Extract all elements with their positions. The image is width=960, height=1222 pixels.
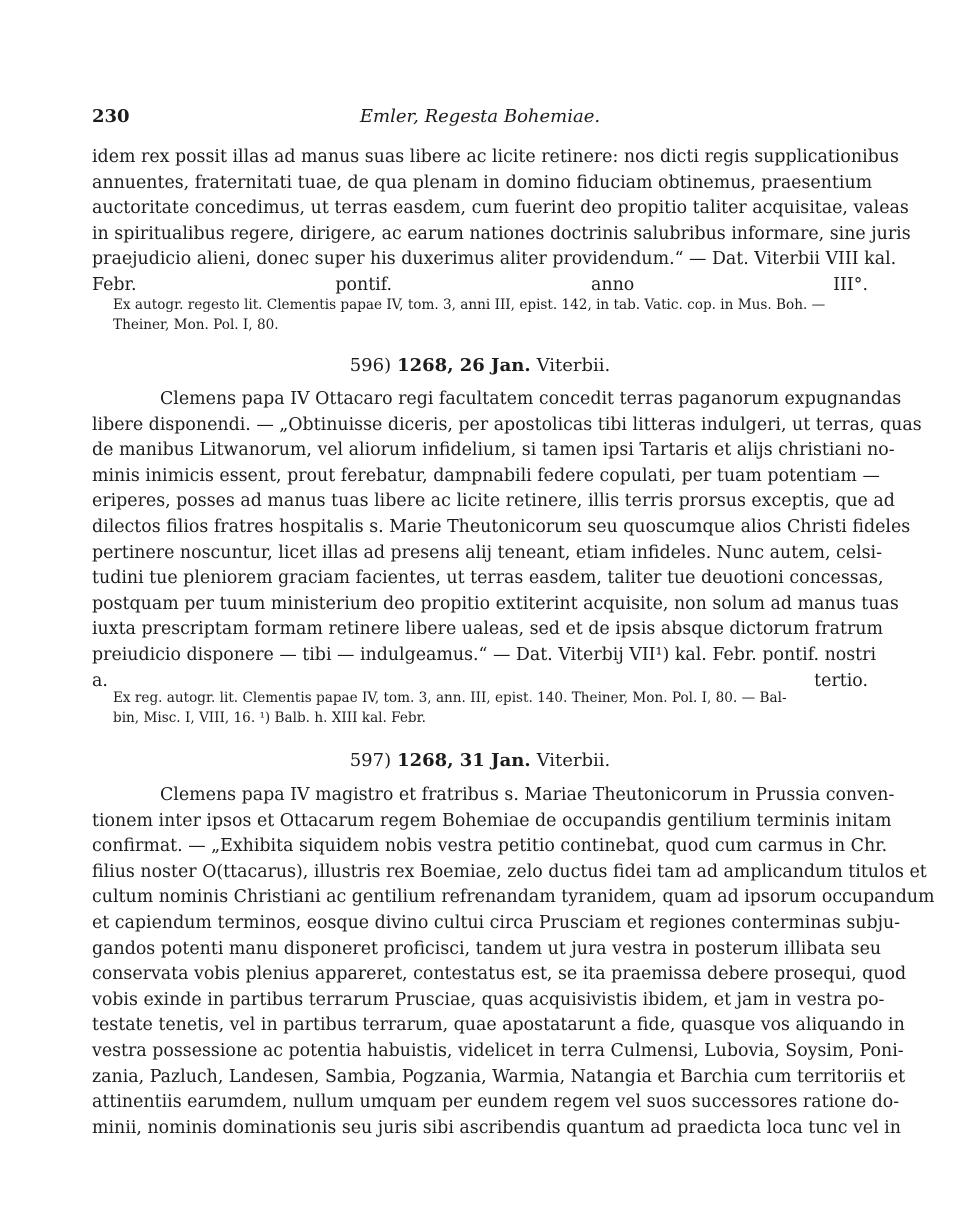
text-line: postquam per tuum ministerium deo propitio extiterint acquisite, non solum ad manus tuas: [92, 593, 899, 614]
text-line: tudini tue pleniorem graciam facientes, ut terras easdem, taliter tue deuotioni concessas,: [92, 568, 884, 589]
text-line: attinentiis earumdem, nullum umquam per eundem regem vel suos successores ratione do-: [92, 1092, 900, 1113]
entry-597-heading: [92, 750, 868, 771]
text-line: Clemens papa IV magistro et fratribus s. Mariae Theutonicorum in Prussia conven-: [160, 785, 895, 805]
text-line: libere disponendi. — „Obtinuisse diceris, per apostolicas tibi litteras indulgeri, ut terras, quas: [92, 414, 922, 435]
entry-596-body: [92, 387, 922, 694]
entry-place: Viterbii.: [536, 355, 611, 376]
text-line: gandos potenti manu disponeret proficisci, tandem ut jura vestra in posterum illibata seu: [92, 938, 882, 959]
text-line: et capiendum terminos, eosque divino cultui circa Prusciam et regiones conterminas subju-: [92, 912, 901, 933]
text-line: auctoritate concedimus, ut terras easdem, cum fuerint deo propitio taliter acquisitae, valeas: [92, 198, 909, 219]
text-line: preiudicio disponere — tibi — indulgeamus.“ — Dat. Viterbij VII¹) kal. Febr. pontif. nostri: [92, 644, 877, 665]
running-title: Emler, Regesta Bohemiae.: [359, 106, 601, 127]
text-line: a. tertio.: [92, 670, 868, 691]
continuation-text: [92, 145, 911, 299]
entry-number: 596): [349, 355, 392, 376]
note-line: Theiner, Mon. Pol. I, 80.: [113, 317, 279, 333]
page-number: 230: [92, 106, 130, 127]
text-line: minii, nominis dominationis seu juris sibi ascribendis quantum ad praedicta loca tunc vel in: [92, 1117, 901, 1138]
text-line: Febr. pontif. anno III°.: [92, 274, 868, 295]
note-line: bin, Misc. I, VIII, 16. ¹) Balb. h. XIII kal. Febr.: [113, 710, 426, 726]
entry-597-paragraph: [92, 783, 935, 1141]
text-line: annuentes, fraternitati tuae, de qua plenam in domino fiduciam obtinemus, praesentium: [92, 172, 873, 193]
text-line: minis inimicis essent, prout ferebatur, dampnabili federe copulati, per tuam potentiam —: [92, 465, 880, 486]
source-note: [113, 295, 889, 335]
text-line: iuxta prescriptam formam retinere libere ualeas, sed et de ipsis absque dictorum fratrum: [92, 619, 883, 640]
text-line: Clemens papa IV Ottacaro regi facultatem concedit terras paganorum expugnandas: [160, 389, 902, 409]
text-line: filius noster O(ttacarus), illustris rex Boemiae, zelo ductus fidei tam ad amplicandum titulos et: [92, 861, 927, 882]
continuation-paragraph: [92, 145, 911, 299]
text-line: conservata vobis plenius appareret, contestatus est, se ita praemissa debere prosequi, quod: [92, 964, 907, 985]
text-line: testate tenetis, vel in partibus terrarum, quae apostatarunt a fide, quasque vos aliquando in: [92, 1015, 905, 1036]
entry-596-footnote: [92, 688, 889, 728]
text-line: eriperes, posses ad manus tuas libere ac licite retinere, illis terris prorsus exceptis, que ad: [92, 491, 895, 512]
text-line: idem rex possit illas ad manus suas libere ac licite retinere: nos dicti regis supplicationibus: [92, 147, 899, 167]
text-line: tionem inter ipsos et Ottacarum regem Bohemiae de occupandis gentilium terminis initam: [92, 810, 892, 831]
text-line: de manibus Litwanorum, vel aliorum infidelium, si tamen ipsi Tartaris et alijs christiani no-: [92, 440, 895, 461]
entry-597-body: [92, 783, 935, 1141]
entry-596-paragraph: [92, 387, 922, 694]
text-line: cultum nominis Christiani ac gentilium refrenandam tyranidem, quam ad ipsorum occupandum: [92, 887, 935, 908]
entry-date: 1268, 26 Jan.: [397, 355, 531, 376]
text-line: zania, Pazluch, Landesen, Sambia, Pogzania, Warmia, Natangia et Barchia cum territoriis et: [92, 1066, 906, 1087]
entry-596-heading: [92, 355, 868, 376]
continuation-footnote: [92, 295, 889, 335]
entry-number: 597): [349, 750, 392, 771]
text-line: pertinere noscuntur, licet illas ad presens alij teneant, etiam infideles. Nunc autem, celsi-: [92, 542, 882, 563]
page-header: [92, 106, 868, 132]
text-line: confirmat. — „Exhibita siquidem nobis vestra petitio continebat, quod cum carmus in Chr.: [92, 836, 888, 857]
text-line: vobis exinde in partibus terrarum Prusciae, quas acquisivistis ibidem, et jam in vestra po-: [92, 989, 885, 1010]
text-line: in spiritualibus regere, dirigere, ac earum nationes doctrinis salubribus informare, sine juris: [92, 223, 911, 244]
text-line: praejudicio alieni, donec super his duxerimus aliter providendum.“ — Dat. Viterbii VIII kal.: [92, 249, 897, 270]
entry-place: Viterbii.: [536, 750, 611, 771]
note-line: Ex autogr. regesto lit. Clementis papae IV, tom. 3, anni III, epist. 142, in tab. Vatic. cop. in Mus. Boh. —: [113, 297, 826, 313]
entry-date: 1268, 31 Jan.: [397, 750, 531, 771]
source-note: [113, 688, 889, 728]
text-line: dilectos filios fratres hospitalis s. Marie Theutonicorum seu quoscumque alios Christi fideles: [92, 516, 911, 537]
text-line: vestra possessione ac potentia habuistis, videlicet in terra Culmensi, Lubovia, Soysim, Poni-: [92, 1040, 904, 1061]
note-line: Ex reg. autogr. lit. Clementis papae IV, tom. 3, ann. III, epist. 140. Theiner, Mon. Pol. I, 80. — Bal-: [113, 690, 787, 706]
